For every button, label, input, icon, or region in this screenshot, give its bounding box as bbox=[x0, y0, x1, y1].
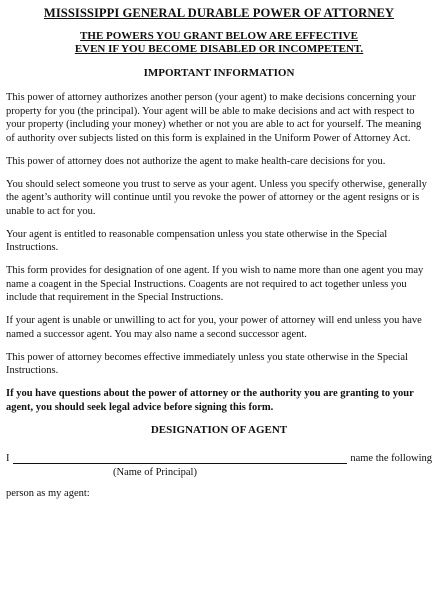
principal-name-blank[interactable] bbox=[13, 452, 348, 464]
paragraph-compensation: Your agent is entitled to reasonable compensation unless you state otherwise in the Special Instructions. bbox=[6, 228, 388, 253]
paragraph-authority: This power of attorney authorizes another person (your agent) to make decisions concerning your property for you (the principal). Your agent will be able to make decisions and act with respect to your property (including your money) whether or not you are able to act for yourself. The meaning of authority over subjects listed on this form is explained in the Uniform Power of Attorney Act. bbox=[6, 92, 422, 144]
paragraph-coagent: This form provides for designation of one agent. If you wish to name more than one agent you may name a coagent in the Special Instructions. Coagents are not required to act together unless you include that requirement in the Special Instructions. bbox=[6, 265, 424, 303]
principal-name-caption: (Name of Principal) bbox=[113, 466, 197, 478]
document-title: MISSISSIPPI GENERAL DURABLE POWER OF ATTORNEY bbox=[43, 6, 395, 20]
paragraph-effective: This power of attorney becomes effective immediately unless you state otherwise in the Special Instructions. bbox=[6, 351, 408, 376]
designation-of-agent-heading: DESIGNATION OF AGENT bbox=[150, 423, 288, 436]
effective-notice-line-1: THE POWERS YOU GRANT BELOW ARE EFFECTIVE bbox=[80, 30, 358, 42]
paragraph-health-care: This power of attorney does not authorize the agent to make health-care decisions for you. bbox=[6, 155, 386, 167]
principal-prefix: I bbox=[6, 452, 10, 464]
paragraph-trust: You should select someone you trust to serve as your agent. Unless you specify otherwise, generally the agent’s authority will continue until you revoke the power of attorney or the agent resigns or is unable to act for you. bbox=[6, 178, 427, 217]
paragraph-successor: If your agent is unable or unwilling to act for you, your power of attorney will end unless you have named a successor agent. You may also name a second successor agent. bbox=[6, 315, 422, 340]
agent-continuation: person as my agent: bbox=[6, 487, 90, 499]
legal-advice-notice: If you have questions about the power of attorney or the authority you are granting to your agent, you should seek legal advice before signing this form. bbox=[6, 388, 414, 413]
principal-suffix: name the following bbox=[350, 452, 432, 464]
principal-name-row bbox=[6, 452, 432, 465]
effective-notice bbox=[6, 30, 432, 56]
effective-notice-line-2: EVEN IF YOU BECOME DISABLED OR INCOMPETENT. bbox=[74, 43, 364, 55]
important-information-heading: IMPORTANT INFORMATION bbox=[143, 67, 295, 79]
